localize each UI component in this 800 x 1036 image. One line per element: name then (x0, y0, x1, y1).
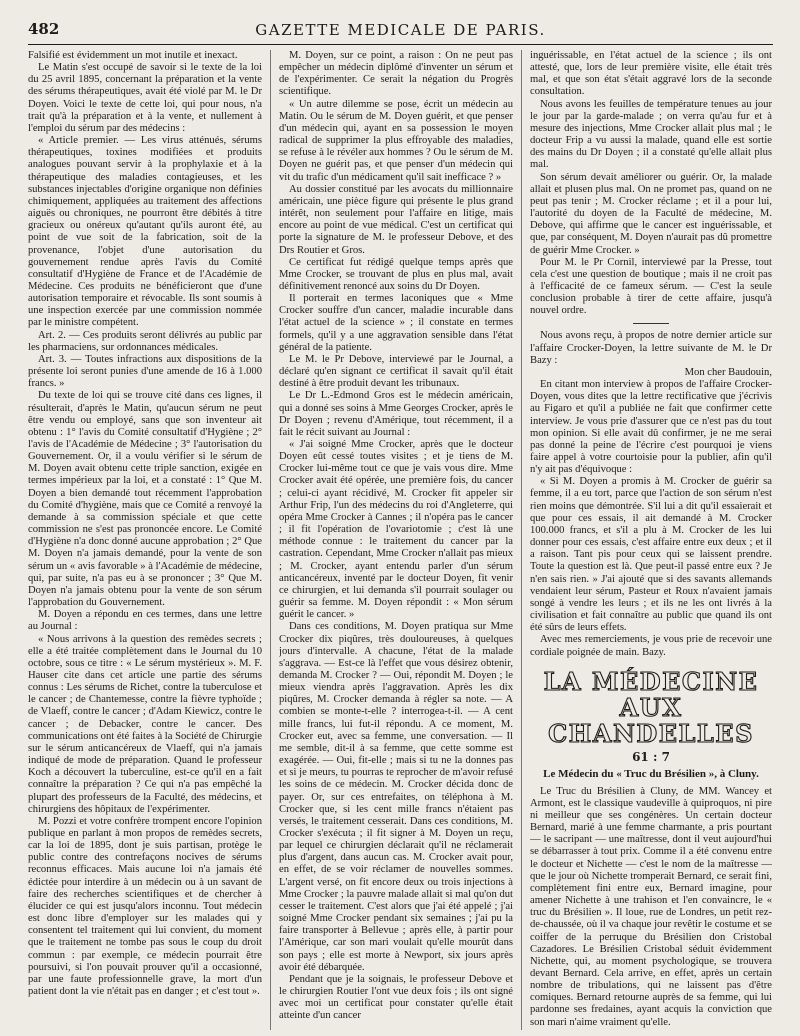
paragraph: Le Dr L.-Edmond Gros est le médecin américain, qui a donné ses soins à Mme Georges Crocker, après le Dr Doyen ; revenu d'Amérique, tout récemment, il a fait le récit suivant au Journal : (279, 390, 513, 438)
paragraph: Son sérum devait améliorer ou guérir. Or, la malade allait et plusen plus mal. On ne promet pas, quand on ne peut pas tenir ; M. Crocker réclame ; et il a pour lui, l'autorité du doyen de la Faculté de médecine, M. Debove, qui affirme que le cancer est inguérissable, et que, par conséquent, M. Doyen n'aurait pas dû promettre de guérir Mme Crocker. » (530, 171, 772, 256)
salutation: Mon cher Baudouin, (684, 366, 772, 378)
paragraph: Du texte de loi qui se trouve cité dans ces lignes, il résulterait, d'après le Matin, qu'aucun sérum ne peut être vendu ou employé, sans que son inventeur ait obtenu : 1° l'avis du Comité consultatif d'Hygiène ; 2° l'avis de l'Académie de Médecine ; 3° l'autorisation du Gouvernement. Or, il a voulu vérifier si le sérum de M. Doyen avait obtenu cette triple sanction, exigée en termes impérieux par la loi, et a constaté : 1° Que M. Doyen a bien demandé tout récemment l'approbation du Comité d'hygiène, mais que ce Comité a renvoyé la demande à sa commission spéciale et que cette commission ne s'est pas prononcée encore. Le Comité d'Hygiène n'a donc donné aucune approbation ; 2° Que M. Doyen n'a jamais demandé, pour la vente de son sérum un « avis favorable » à l'Académie de médecine, qui, par suite, n'a pas eu à se prononcer ; 3° Que M. Doyen n'a jamais obtenu pour la vente de son sérum l'approbation du Gouvernement. (28, 390, 262, 609)
paragraph: M. Doyen a répondu en ces termes, dans une lettre au Journal : (28, 609, 262, 633)
column-divider-1 (270, 50, 271, 1030)
paragraph: « Si M. Doyen a promis à M. Crocker de guérir sa femme, il a eu tort, parce que l'action de son sérum n'est rien moins que démontrée. S'il lui a dit qu'il essaierait et que pour ces essais, il ait demandé à M. Crocker 100.000 francs, et s'il a plu à M. Crocker de les lui donner pour ces essais, c'est affaire entre eux deux ; et il a raison. Tant pis pour ceux qui se laissent prendre. Toute la question est là. Que peut-il passé entre eux ? Je n'en sais rien. » J'ai ajouté que si des savants allemands vendaient leur sérum, Pasteur et Roux n'avaient jamais songé à vendre les leurs ; et ils ne les ont livrés à la civilisation et fait connaître au public que quand ils ont été sûrs de leurs effets. (530, 476, 772, 634)
paragraph: inguérissable, en l'état actuel de la science ; ils ont attesté, que, lors de leur première visite, elle était très mal, et que son état s'était aggravé lors de la seconde consultation. (530, 50, 772, 98)
journal-title: GAZETTE MEDICALE DE PARIS. (255, 21, 546, 39)
paragraph: En citant mon interview à propos de l'affaire Crocker-Doyen, vous dites que la lettre rectificative que j'écrivis au Figaro et qu'il a publiée ne fait que confirmer cette interview. Je vous prie d'assurer que ce n'est pas du tout mon opinion. Si elle avait dû confirmer, je ne me serai pas donné la peine de l'écrire c'est pourquoi je viens faire appel à votre courtoisie pour la publier, afin qu'il n'y ait pas d'équivoque : (530, 379, 772, 476)
paragraph: Falsifié est évidemment un mot inutile et inexact. (28, 50, 238, 61)
paragraph: Pendant que je la soignais, le professeur Debove et le chirurgien Routier l'ont vue deux fois ; ils ont signé avec moi un certificat pour constater qu'elle était atteinte d'un cancer (279, 973, 513, 1022)
banner-line-1: LA MÉDECINE (543, 666, 759, 696)
banner-line-2: AUX CHANDELLES (548, 692, 754, 748)
paragraph: Art. 2. — Ces produits seront délivrés au public par les pharmaciens, sur ordonnances médicales. (28, 329, 262, 353)
paragraph: Art. 3. — Toutes infractions aux dispositions de la présente loi seront punies d'une amende de 16 à 1.000 francs. » (28, 353, 262, 390)
paragraph: Ce certificat fut rédigé quelque temps après que Mme Crocker, se trouvant de plus en plus mal, avait définitivement renoncé aux soins du Dr Doyen. (279, 256, 513, 292)
section-divider (633, 323, 669, 324)
paragraph: Au dossier constitué par les avocats du millionnaire américain, une pièce figure qui présente le plus grand intérêt, non seulement pour l'affaire en litige, mais encore au point de vue médical. C'est un certificat qui porte la signature de M. le professeur Debove, et des Drs Routier et Gros. (279, 183, 513, 256)
column-divider-2 (521, 50, 522, 1030)
header-rule (28, 44, 773, 45)
paragraph: Nous avons reçu, à propos de notre dernier article sur l'affaire Crocker-Doyen, la lettre suivante de M. le Dr Bazy : (530, 330, 772, 366)
paragraph: Il porterait en termes laconiques que « Mme Crocker souffre d'un cancer, maladie incurable dans l'état actuel de la science » ; il constate en termes formels, qu'il y a une aggravation sensible dans l'état général de la patiente. (279, 293, 513, 353)
column-3 (530, 50, 772, 1030)
section-number: 61 : 7 (632, 749, 670, 764)
section-subtitle: Le Médecin du « Truc du Brésilien », à Cluny. (543, 767, 759, 780)
paragraph: M. Doyen, sur ce point, a raison : On ne peut pas empêcher un médecin diplômé d'inventer un sérum et de l'expérimenter. Ce serait la négation du Progrès scientifique. (279, 50, 513, 98)
paragraph: « Article premier. — Les virus atténués, sérums thérapeutiques, toxines modifiées et produits analogues pouvant servir à la prophylaxie et à la thérapeutique des maladies contagieuses, et les substances injectables d'origine organique non définies chimiquement, appliquées au traitement des affections aiguës ou chroniques, ne pourront être débités à titre gracieux ou onéreux qu'autant qu'ils auront été, au point de vue soit de la fabrication, soit de la provenance, l'objet d'une autorisation du gouvernement rendue après l'avis du Comité consultatif d'Hygiène de France et de l'Académie de Médecine. Ces produits ne bénéficieront que d'une autorisation temporaire et révocable. Ils sont soumis à une inspection exercée par une commission nommée par le ministre compétent. (28, 135, 262, 329)
paragraph: Pour M. le Pr Cornil, interviewé par la Presse, tout cela c'est une question de boutique ; mais il ne croit pas à l'efficacité de ce fameux sérum. — C'est la seule conclusion probable à tirer de cette affaire, jusqu'à nouvel ordre. (530, 256, 772, 317)
paragraph: Avec mes remerciements, je vous prie de recevoir une cordiale poignée de main. Bazy. (530, 634, 772, 658)
paragraph: Le Truc du Brésilien à Cluny, de MM. Wancey et Armont, est le classique vaudeville à quiproquos, ni pire ni meilleur que ses congénères. Un certain docteur Bernard, marié à une femme charmante, a pris pourtant — le sacripant — une maîtresse, dont il veut aujourd'hui se débarrasser à tout prix. Comme il a été convenu entre le docteur et Nichette — c'est le nom de la maîtresse — que le jour où Nichette tromperait Bernard, ce serait fini, complètement fini entre eux, Bernard imagine, pour amener Nichette à une trahison et l'en convaincre, le « truc du Brésilien ». Il loue, rue de Londres, un petit rez-de-chaussée, où il va chaque jour revêtir le costume et se coiffer de la perruque du Brésilien don Cristobal Cazadores. Le Brésilien Cristobal séduit évidemment Nichette, qui, au moment psychologique, se trouvera devant Bernard. Cela arrive, en effet, après un certain nombre de tribulations, qui ne laissent pas d'être comiques. Bernard retourne auprès de sa femme, qui lui pardonne ses fredaines, ayant acquis la conviction que son mari n'aime vraiment qu'elle. (530, 785, 772, 1028)
paragraph: « Un autre dilemme se pose, écrit un médecin au Matin. Ou le sérum de M. Doyen guérit, et que penser d'un médecin qui, ayant en sa possession le moyen radical de supprimer la plus effroyable des maladies, se refuse à le révéler aux hommes ? Ou le sérum de M. Doyen ne guérit pas, et que penser d'un médecin qui vit du trafic d'un médicament qu'il sait inefficace ? » (279, 98, 513, 183)
paragraph: Le M. le Pr Debove, interviewé par le Journal, a déclaré qu'en signant ce certificat il savait qu'il était destiné à être produit devant les tribunaux. (279, 353, 513, 390)
paragraph: « Nous arrivons à la question des remèdes secrets ; elle a été traitée complètement dans le Journal du 10 octobre, sous ce titre : « Le sérum mystérieux ». M. F. Hauser cite dans cet article une partie des sérums connus : Les sérums de Richet, contre la tuberculose et le cancer ; de Chantemesse, contre la fièvre typhoïde ; de Vlaeff, contre le cancer ; d'Adam Kiewicz, contre le cancer ; de Debacker, contre le cancer. Des communications ont été faites à la Société de Chirurgie sur le sérum anticancéreux de Vlaeff, qui n'a jamais indiqué de mode de préparation. Quand le professeur Koch a découvert la tuberculine, est-ce qu'il en a fait connaître la préparation ? Ce qui n'a pas empêché la plupart des professeurs de la Faculté, des médecins, et chirurgiens des hôpitaux de l'expérimenter. (28, 633, 262, 815)
paragraph: « J'ai soigné Mme Crocker, après que le docteur Doyen eût cessé toutes visites ; et je tiens de M. Crocker lui-même tout ce que je vais vous dire. Mme Crocker avait été opérée, une première fois, du cancer ; celui-ci ayant récidivé, M. Crocker fit appeler sir Arthur Frip, l'un des médecins du roi d'Angleterre, qui opéra Mme Crocker à Cannes ; il n'opéra pas le cancer ; il fit l'opération de l'ovariotomie ; c'est là une méthode connue : le traitement du cancer par la castration. Cependant, Mme Crocker n'allait pas mieux ; M. Crocker, ayant entendu parler d'un sérum anticancéreux, inventé par le docteur Doyen, fit venir ce chirurgien, et lui demanda s'il pourrait soulager ou guérir sa femme. M. Doyen répondit : « Mon sérum guérit le cancer. » (279, 439, 513, 621)
column-1 (28, 50, 262, 1030)
column-2 (279, 50, 513, 1030)
paragraph: Le Matin s'est occupé de savoir si le texte de la loi du 25 avril 1895, concernant la préparation et la vente des sérums thérapeutiques, avait été violé par M. le Dr Doyen. Voici le texte de cette loi, qui pour nous, n'a trait qu'à la préparation et à la vente, et nullement à l'emploi du sérum par des médecins : (28, 62, 262, 134)
paragraph: Dans ces conditions, M. Doyen pratiqua sur Mme Crocker dix piqûres, très douloureuses, à quelques jours d'intervalle. A chacune, l'état de la malade s'aggrava. — Est-ce là l'effet que vous désirez obtenir, demanda M. Crocker ? — Oui, répondit M. Doyen ; le mieux viendra après l'aggravation. Après les dix piqûres, M. Crocker demanda à régler sa note. — A combien se monte-t-elle ? interrogea-t-il. — A cent mille francs, lui fut-il répondu. A ce moment, M. Crocker eut, avec sa femme, une conversation. — Il me semble, dit-il à sa femme, que cette somme est exagérée. — Oui, fit-elle ; mais si tu ne la donnes pas et si je meurs, tu pourras te reprocher de m'avoir refusé les soins de ce médecin. M. Crocker décida donc de payer. Or, sur ces entrefaites, on téléphona à M. Crocker que, si les cent mille francs n'étaient pas versés, le traitement cesserait. Dans ces conditions, M. Crocker s'exécuta ; il fit signer à M. Doyen un reçu, par lequel ce chirurgien déclarait qu'il ne réclamerait plus d'argent, dans aucun cas. M. Crocker avait pour, en effet, de se voir réclamer de nouvelles sommes. L'argent versé, on fit encore deux ou trois injections à Mme Crocker ; la pauvre malade allait si mal qu'on dut cesser le traitement. C'est alors que j'ai été appelé ; j'ai soigné Mme Crocker pendant six semaines ; j'ai pu la faire transporter à Bellevue ; après elle, à partir pour l'Amérique, car son mari voulait qu'elle mourût dans son pays ; elle est morte à Newport, six jours après avoir été débarquée. (279, 621, 513, 973)
page-number: 482 (28, 20, 60, 38)
paragraph: Nous avons les feuilles de température tenues au jour le jour par la garde-malade ; on verra qu'au fur et à mesure des injections, Mme Crocker allait plus mal ; le docteur Frip a vu aussi la malade, quand elle est sortie des mains du Dr Doyen ; il a constaté qu'elle allait plus mal. (530, 98, 772, 171)
paragraph: M. Pozzi et votre confrère trompent encore l'opinion publique en parlant à mon propos de remèdes secrets, car la loi de 1895, dont je suis partisan, protège le public contre des contrefaçons nocives de sérums reconnus efficaces. Mais aucune loi n'a jamais été édictée pour interdire à un médecin ou à un savant de faire des recherches scientifiques et de chercher à élucider ce qui est jusqu'alors inconnu. Tout médecin est donc libre d'employer sur les malades qui y consentent tel traitement qui lui convient, du moment que le traitement ne tombe pas sous le coup du droit commun : par exemple, ce médecin pourrait être poursuivi, si l'on pouvait prouver qu'il a occasionné, par une faute professionnelle grave, la mort d'un patient dont la vie n'était pas en danger ; et c'est tout ». (28, 815, 262, 998)
page-header (28, 20, 773, 40)
section-banner (530, 666, 772, 748)
